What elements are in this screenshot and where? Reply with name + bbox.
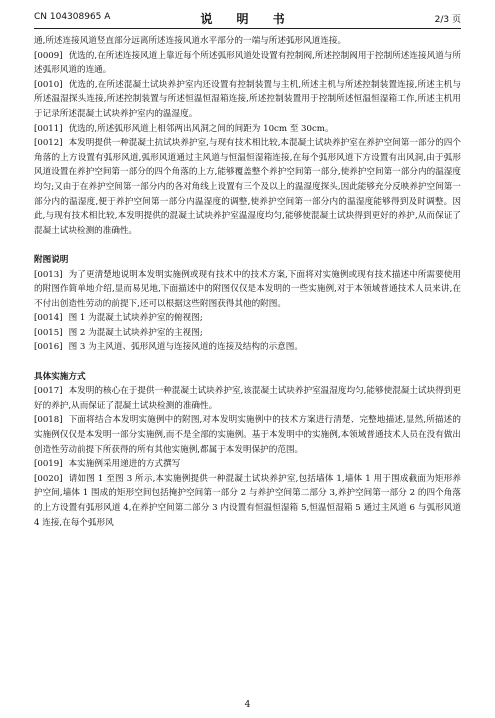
paragraph <box>34 457 461 472</box>
page-footer <box>0 700 495 710</box>
paragraph-text: 优选的,所述弧形风道上相邻两出风洞之间的间距为 10cm 至 30cm。 <box>68 123 334 134</box>
paragraph-text: 优选的,在所述连接风道上靠近每个所述弧形风道处设置有控制阀,所述控制阀用于控制所述连接风道与所述弧形风道的连通。 <box>34 50 461 76</box>
paragraph-number: [0012] <box>34 138 63 149</box>
paragraph <box>34 311 461 326</box>
paragraph <box>34 49 461 78</box>
paragraph-number: [0014] <box>34 313 63 324</box>
paragraph-number: [0018] <box>34 415 63 426</box>
paragraph-text: 为了更清楚地说明本发明实施例或现有技术中的技术方案,下面将对实施例或现有技术描述中所需要使用的附图作简单地介绍,显而易见地,下面描述中的附图仅仅是本发明的一些实施例,对于本领域普通技术人员来讲,在不付出创造性劳动的前提下,还可以根据这些附图获得其他的附图。 <box>34 269 461 309</box>
paragraph-text: 请如图 1 至图 3 所示,本实施例提供一种混凝土试块养护室,包括墙体 1,墙体 1 用于围成截面为矩形养护空间,墙体 1 围成的矩形空间包括掩护空间第一部分 2 与养护空间第二部分 3,养护空间第一部分 2 的四个角落的上方设置有弧形风道 4,在养护空间第二部分 3 内设置有恒温恒湿箱 5,恒温恒湿箱 5 通过主风道 6 与弧形风道 4 连接,在每个弧形风 <box>34 473 461 528</box>
paragraph-number: [0015] <box>34 327 63 338</box>
paragraph <box>34 413 461 457</box>
paragraph-number: [0013] <box>34 269 63 280</box>
paragraph-number: [0020] <box>34 473 63 484</box>
paragraph <box>34 472 461 530</box>
paragraph-number: [0019] <box>34 459 63 470</box>
paragraph-number: [0011] <box>34 123 63 134</box>
paragraph-text: 图 1 为混凝土试块养护室的俯视图; <box>68 313 203 324</box>
paragraph-text: 图 3 为主风道、弧形风道与连接风道的连接及结构的示意图。 <box>68 342 303 353</box>
paragraph <box>34 340 461 355</box>
paragraph <box>34 34 461 49</box>
document-title: 说 明 书 <box>200 12 295 26</box>
section-heading: 附图说明 <box>34 254 69 265</box>
paragraph-text: 下面将结合本发明实施例中的附图,对本发明实施例中的技术方案进行清楚、完整地描述,显然,所描述的实施例仅仅是本发明一部分实施例,而不是全部的实施例。基于本发明中的实施例,本领域普通技术人员在没有做出创造性劳动前提下所获得的所有其他实施例,都属于本发明保护的范围。 <box>34 415 461 455</box>
paragraph <box>34 384 461 413</box>
paragraph <box>34 268 461 312</box>
paragraph <box>34 326 461 341</box>
paragraph-text: 本实施例采用递进的方式撰写 <box>68 459 181 470</box>
page-header <box>34 10 461 29</box>
paragraph-text: 通,所述连接风道竖直部分远离所述连接风道水平部分的一端与所述弧形风道连接。 <box>34 36 347 46</box>
document-body <box>34 34 461 530</box>
page-number: 4 <box>244 700 251 710</box>
paragraph-number: [0017] <box>34 386 63 397</box>
patent-number: CN 104308965 A <box>34 12 111 22</box>
paragraph <box>34 136 461 238</box>
paragraph <box>34 78 461 122</box>
paragraph <box>34 122 461 137</box>
page-indicator: 2/3 页 <box>434 15 461 25</box>
paragraph-text: 本发明的核心在于提供一种混凝土试块养护室,该混凝土试块养护室温湿度均匀,能够使混凝土试块得到更好的养护,从而保证了混凝土试块检测的准确性。 <box>34 386 461 411</box>
paragraph-text: 优选的,在所述混凝土试块养护室内还设置有控制装置与主机,所述主机与所述控制装置连接,所述主机与所述温湿探头连接,所述控制装置与所述恒温恒湿箱连接,所述控制装置用于控制所述恒温恒湿箱工作,所述主机用于记录所述混凝土试块养护室内的温湿度。 <box>34 79 461 119</box>
paragraph-number: [0016] <box>34 342 63 353</box>
section-gap <box>34 238 461 253</box>
section-heading: 具体实施方式 <box>34 371 86 382</box>
paragraph-text: 图 2 为混凝土试块养护室的主视图; <box>68 327 203 338</box>
section-gap <box>34 355 461 370</box>
paragraph-text: 本发明提供一种混凝土抗试块养护室,与现有技术相比较,本混凝土试块养护室在养护空间第一部分的四个角落的上方设置有弧形风道,弧形风道通过主风道与恒温恒湿箱连接,在每个弧形风道下方设置有出风洞,由于弧形风道设置在养护空间第一部分的四个角落的上方,能够覆盖整个养护空间第一部分,使养护空间第一部分内的温湿度均匀;又由于在养护空间第一部分内的各对角线上设置有三个及以上的温湿度探头,因此能够充分反映养护空间第一部分内的温湿度,便于养护空间第一部分内温湿度的调整,使养护空间第一部分内的温湿度能够得到及时调整。因此,与现有技术相比较,本发明提供的混凝土试块养护室温湿度均匀,能够使混凝土试块得到更好的养护,从而保证了混凝土试块检测的准确性。 <box>34 138 461 236</box>
paragraph-number: [0009] <box>34 50 63 61</box>
paragraph-number: [0010] <box>34 79 63 90</box>
